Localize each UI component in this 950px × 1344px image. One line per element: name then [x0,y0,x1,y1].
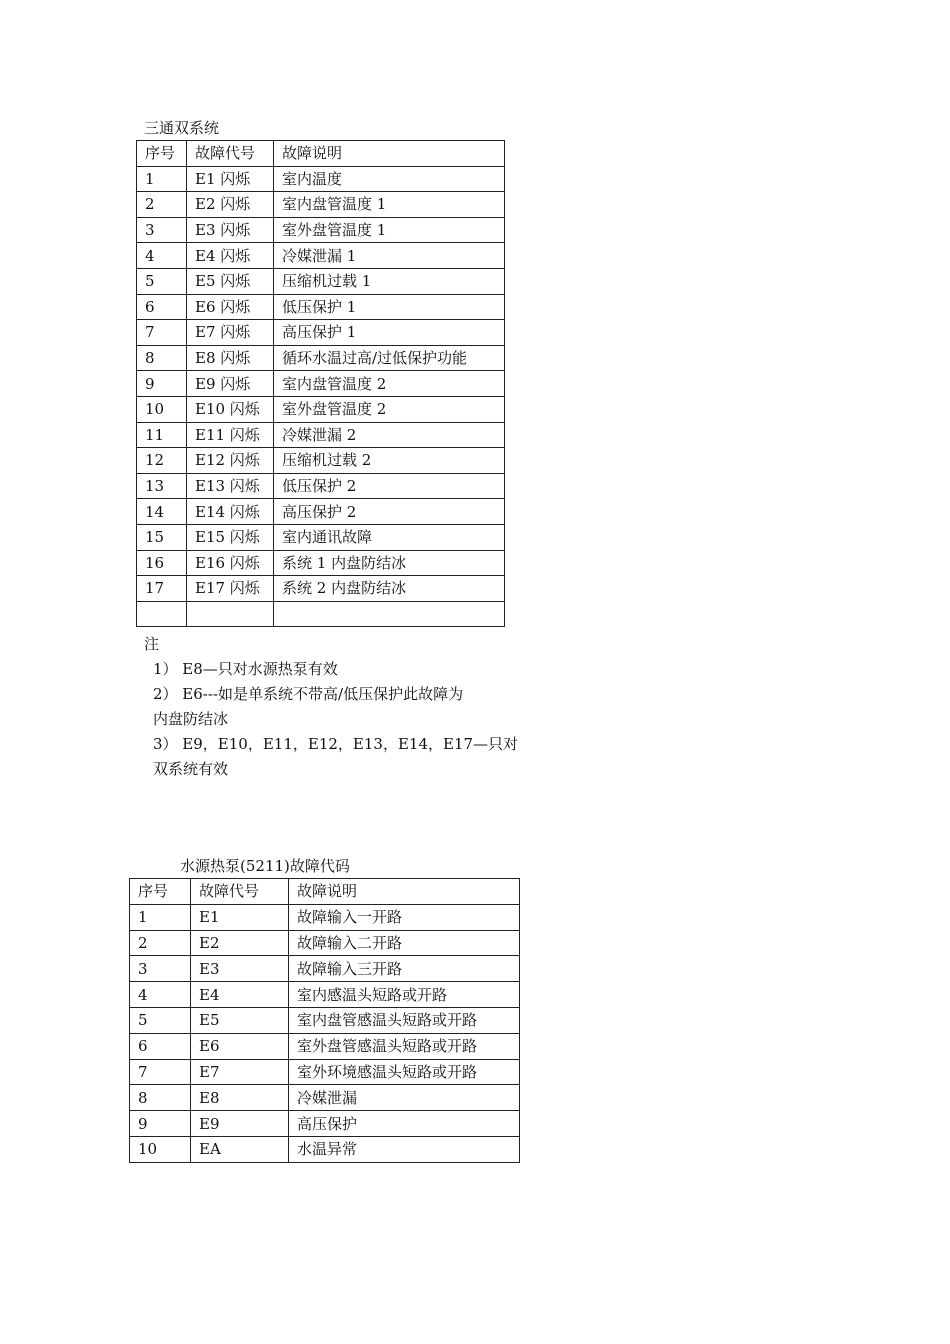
table-cell: E10 闪烁 [187,396,274,422]
note-line: 3） E9，E10，E11，E12，E13，E14，E17—只对 [153,735,519,753]
table-cell: 7 [130,1059,191,1085]
table-row [137,473,505,499]
table-row [137,192,505,218]
column-header: 故障说明 [289,879,520,905]
table-cell: 11 [137,422,187,448]
table-cell: 低压保护 1 [274,294,505,320]
table-cell: 12 [137,448,187,474]
table-cell: E9 闪烁 [187,371,274,397]
table-cell: 13 [137,473,187,499]
table-row [130,1033,520,1059]
table-row [137,371,505,397]
table-row [130,904,520,930]
table-cell: 15 [137,524,187,550]
table-cell: 故障输入二开路 [289,930,520,956]
table-cell [137,601,187,627]
table-cell: 7 [137,320,187,346]
table-cell: 6 [137,294,187,320]
table-cell: E8 [191,1085,289,1111]
table-row [130,1059,520,1085]
table-cell: 室外环境感温头短路或开路 [289,1059,520,1085]
notes-section [144,632,524,782]
table-cell: E16 闪烁 [187,550,274,576]
table-cell: 高压保护 2 [274,499,505,525]
table-row [137,576,505,602]
table-cell: E9 [191,1111,289,1137]
column-header: 故障代号 [191,879,289,905]
table-cell: 14 [137,499,187,525]
table-cell: 室内通讯故障 [274,524,505,550]
table-row [137,601,505,627]
table1-title: 三通双系统 [144,119,220,137]
table-row [137,294,505,320]
table-row [137,217,505,243]
table-row [137,422,505,448]
table-cell: E13 闪烁 [187,473,274,499]
table2-title: 水源热泵(5211)故障代码 [180,857,350,875]
table-cell: 循环水温过高/过低保护功能 [274,345,505,371]
table-row [130,1007,520,1033]
table-cell: 3 [130,956,191,982]
table-cell: E3 [191,956,289,982]
table-cell: 压缩机过载 1 [274,268,505,294]
table-cell: 9 [137,371,187,397]
note-line: 内盘防结冰 [153,710,229,728]
column-header: 序号 [137,141,187,167]
table-cell: E1 闪烁 [187,166,274,192]
table-cell: E1 [191,904,289,930]
table-cell: E5 闪烁 [187,268,274,294]
table-cell: 水温异常 [289,1136,520,1162]
table-cell: 9 [130,1111,191,1137]
fault-code-table-dual-system [136,140,505,627]
table-cell: 高压保护 [289,1111,520,1137]
table-cell: E17 闪烁 [187,576,274,602]
column-header: 故障代号 [187,141,274,167]
table-row [137,320,505,346]
table-row [130,982,520,1008]
table-cell: 低压保护 2 [274,473,505,499]
table-cell: E11 闪烁 [187,422,274,448]
table-cell: E5 [191,1007,289,1033]
table-cell: 系统 1 内盘防结冰 [274,550,505,576]
table-cell: EA [191,1136,289,1162]
table-cell: E15 闪烁 [187,524,274,550]
table-cell: 1 [137,166,187,192]
table-row [137,166,505,192]
table-cell: 10 [137,396,187,422]
table-row [130,1111,520,1137]
table-row [137,345,505,371]
table-cell: 冷媒泄漏 [289,1085,520,1111]
table-cell: 3 [137,217,187,243]
table-cell: 冷媒泄漏 2 [274,422,505,448]
table-row [130,1136,520,1162]
table-row [137,268,505,294]
table-cell: 8 [137,345,187,371]
table-cell: 室内盘管感温头短路或开路 [289,1007,520,1033]
table-cell: E7 [191,1059,289,1085]
table-cell: E3 闪烁 [187,217,274,243]
table-cell: 室内盘管温度 2 [274,371,505,397]
table-cell: E14 闪烁 [187,499,274,525]
table-cell: E8 闪烁 [187,345,274,371]
column-header: 序号 [130,879,191,905]
fault-code-table-water-source-heat-pump [129,878,520,1163]
table-cell: 5 [137,268,187,294]
table-cell: 室外盘管感温头短路或开路 [289,1033,520,1059]
table-cell: 系统 2 内盘防结冰 [274,576,505,602]
table-row [137,499,505,525]
table-cell: E6 [191,1033,289,1059]
column-header: 故障说明 [274,141,505,167]
table-cell: E2 闪烁 [187,192,274,218]
table-cell: 2 [137,192,187,218]
table-cell: E4 闪烁 [187,243,274,269]
table-cell: 室外盘管温度 1 [274,217,505,243]
table-cell: 17 [137,576,187,602]
table-cell: 6 [130,1033,191,1059]
table-cell: 16 [137,550,187,576]
table-cell: E4 [191,982,289,1008]
table-cell: 室内温度 [274,166,505,192]
table-row [137,524,505,550]
table-cell: 5 [130,1007,191,1033]
table-cell: 冷媒泄漏 1 [274,243,505,269]
table-header-row [130,879,520,905]
table-cell: 10 [130,1136,191,1162]
table-cell: 8 [130,1085,191,1111]
table-row [130,930,520,956]
table-cell [274,601,505,627]
table-cell: 2 [130,930,191,956]
note-line: 1） E8—只对水源热泵有效 [153,660,338,678]
table-cell: 压缩机过载 2 [274,448,505,474]
note-line: 2） E6---如是单系统不带高/低压保护此故障为 [153,685,464,703]
note-line: 双系统有效 [153,760,229,778]
table-cell: 室内感温头短路或开路 [289,982,520,1008]
table-header-row [137,141,505,167]
table-cell: 室内盘管温度 1 [274,192,505,218]
table-row [130,1085,520,1111]
table-row [137,243,505,269]
table-cell: 4 [137,243,187,269]
table-row [137,396,505,422]
table-cell: 4 [130,982,191,1008]
table-cell: E6 闪烁 [187,294,274,320]
table-cell: E2 [191,930,289,956]
table-row [130,956,520,982]
notes-heading: 注 [144,635,160,653]
table-cell: E7 闪烁 [187,320,274,346]
table-row [137,448,505,474]
table-row [137,550,505,576]
table-cell [187,601,274,627]
table-cell: 故障输入一开路 [289,904,520,930]
table-cell: 1 [130,904,191,930]
table-cell: 故障输入三开路 [289,956,520,982]
table-cell: 高压保护 1 [274,320,505,346]
table-cell: 室外盘管温度 2 [274,396,505,422]
table-cell: E12 闪烁 [187,448,274,474]
